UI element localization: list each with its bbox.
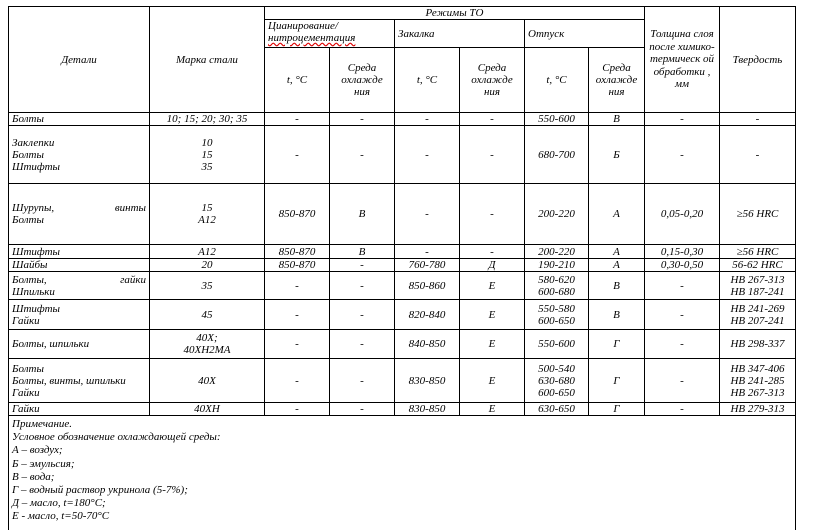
- notes-row: [9, 416, 796, 530]
- col-header-cyan-medium: Среда охлажде ния: [330, 48, 395, 113]
- note-medium-b: Б – эмульсия;: [12, 457, 75, 470]
- cell-quench-medium: -: [460, 245, 525, 259]
- note-legend-heading: Условное обозначение охлаждающей среды:: [12, 431, 221, 444]
- cell-cyan-medium: -: [330, 330, 395, 359]
- parts-word-1: Болты,: [12, 273, 47, 286]
- cell-temper-medium: Г: [589, 359, 645, 403]
- table-row: [9, 300, 796, 330]
- table-row: [9, 272, 796, 300]
- parts-word-2: гайки: [120, 273, 146, 286]
- cell-cyan-temp: -: [265, 126, 330, 184]
- cell-temper-temp: 200-220: [525, 245, 589, 259]
- cell-hardness: НВ 298-337: [720, 330, 796, 359]
- cell-quench-temp: 840-850: [395, 330, 460, 359]
- parts-line-2: Шпильки: [12, 285, 55, 298]
- col-header-details: Детали: [9, 7, 150, 113]
- cell-cyan-temp: 850-870: [265, 184, 330, 245]
- cell-temper-medium: А: [589, 245, 645, 259]
- cell-thickness: 0,05-0,20: [645, 184, 720, 245]
- cell-thickness: -: [645, 126, 720, 184]
- cell-cyan-temp: -: [265, 113, 330, 126]
- cell-parts: Болты Болты, винты, шпильки Гайки: [9, 359, 150, 403]
- cell-temper-medium: Г: [589, 330, 645, 359]
- cell-temper-medium: А: [589, 184, 645, 245]
- table-row: [9, 113, 796, 126]
- cell-parts: Болты: [9, 113, 150, 126]
- cell-grade: 40Х: [150, 359, 265, 403]
- cell-temper-temp: 550-600: [525, 330, 589, 359]
- cell-quench-temp: 820-840: [395, 300, 460, 330]
- note-medium-e: Е - масло, t=50-70°С: [12, 510, 110, 523]
- cell-grade: 35: [150, 272, 265, 300]
- cell-cyan-medium: -: [330, 272, 395, 300]
- cell-cyan-temp: -: [265, 272, 330, 300]
- cell-hardness: -: [720, 113, 796, 126]
- cell-quench-medium: -: [460, 113, 525, 126]
- cell-cyan-medium: -: [330, 359, 395, 403]
- cell-quench-medium: Е: [460, 359, 525, 403]
- notes-cell: [9, 416, 796, 530]
- cell-grade: 10; 15; 20; 30; 35: [150, 113, 265, 126]
- note-medium-d: Д – масло, t=180°С;: [12, 497, 106, 510]
- cell-parts: Штифты: [9, 245, 150, 259]
- note-medium-v: В – вода;: [12, 470, 55, 483]
- cell-parts: Гайки: [9, 403, 150, 416]
- heat-treatment-table: [8, 6, 796, 530]
- cell-hardness: -: [720, 126, 796, 184]
- cell-parts: Заклепки Болты Штифты: [9, 126, 150, 184]
- col-header-cyanation: [265, 20, 395, 48]
- cell-quench-temp: -: [395, 126, 460, 184]
- cell-cyan-temp: -: [265, 300, 330, 330]
- parts-line-2: Болты: [12, 214, 44, 226]
- cell-cyan-temp: -: [265, 359, 330, 403]
- table-row: [9, 184, 796, 245]
- cell-grade: 45: [150, 300, 265, 330]
- cell-thickness: 0,15-0,30: [645, 245, 720, 259]
- cell-quench-temp: 760-780: [395, 259, 460, 272]
- col-header-cyan-temp: t, °С: [265, 48, 330, 113]
- cell-grade: 10 15 35: [150, 126, 265, 184]
- cell-thickness: -: [645, 330, 720, 359]
- cell-cyan-medium: -: [330, 300, 395, 330]
- cell-temper-temp: 580-620 600-680: [525, 272, 589, 300]
- cell-quench-temp: -: [395, 245, 460, 259]
- cell-quench-temp: 830-850: [395, 403, 460, 416]
- cell-thickness: -: [645, 113, 720, 126]
- cell-thickness: 0,30-0,50: [645, 259, 720, 272]
- cell-parts: [9, 272, 150, 300]
- cell-temper-temp: 550-600: [525, 113, 589, 126]
- cell-grade: 15 А12: [150, 184, 265, 245]
- cell-quench-medium: Д: [460, 259, 525, 272]
- parts-word-1: Шурупы,: [12, 202, 55, 214]
- note-medium-g: Г – водный раствор укринола (5-7%);: [12, 484, 188, 497]
- col-header-steel-grade: Марка стали: [150, 7, 265, 113]
- cell-cyan-temp: 850-870: [265, 245, 330, 259]
- cell-hardness: ≥56 HRC: [720, 245, 796, 259]
- cell-cyan-temp: 850-870: [265, 259, 330, 272]
- table-row: [9, 259, 796, 272]
- col-header-quench: Закалка: [395, 20, 525, 48]
- table-row: [9, 403, 796, 416]
- parts-word-2: винты: [114, 202, 146, 214]
- cell-parts: Болты, шпильки: [9, 330, 150, 359]
- cell-cyan-temp: -: [265, 403, 330, 416]
- cell-temper-medium: Б: [589, 126, 645, 184]
- cell-thickness: -: [645, 403, 720, 416]
- cell-cyan-medium: -: [330, 403, 395, 416]
- table-row: [9, 245, 796, 259]
- cell-cyan-temp: -: [265, 330, 330, 359]
- cell-temper-medium: В: [589, 300, 645, 330]
- cell-grade: 40Х; 40ХН2МА: [150, 330, 265, 359]
- cell-temper-temp: 200-220: [525, 184, 589, 245]
- cell-quench-medium: -: [460, 126, 525, 184]
- cell-hardness: НВ 347-406 НВ 241-285 НВ 267-313: [720, 359, 796, 403]
- cell-quench-temp: 850-860: [395, 272, 460, 300]
- cell-cyan-medium: -: [330, 259, 395, 272]
- cell-quench-medium: Е: [460, 330, 525, 359]
- cell-parts: Штифты Гайки: [9, 300, 150, 330]
- col-header-quench-medium: Среда охлажде ния: [460, 48, 525, 113]
- cell-hardness: ≥56 HRC: [720, 184, 796, 245]
- cell-quench-temp: -: [395, 113, 460, 126]
- note-medium-a: А – воздух;: [12, 444, 63, 457]
- table-row: [9, 126, 796, 184]
- cyanation-line1: Цианирование/: [268, 20, 338, 32]
- cell-cyan-medium: -: [330, 126, 395, 184]
- col-header-temper: Отпуск: [525, 20, 645, 48]
- cell-quench-medium: -: [460, 184, 525, 245]
- cell-quench-medium: Е: [460, 300, 525, 330]
- cell-quench-temp: 830-850: [395, 359, 460, 403]
- cell-temper-medium: В: [589, 272, 645, 300]
- col-header-modes: Режимы ТО: [265, 7, 645, 20]
- cell-cyan-medium: В: [330, 184, 395, 245]
- col-header-hardness: Твердость: [720, 7, 796, 113]
- cell-temper-medium: В: [589, 113, 645, 126]
- cyanation-line2: нитроцементация: [268, 32, 356, 44]
- cell-hardness: НВ 241-269 НВ 207-241: [720, 300, 796, 330]
- cell-thickness: -: [645, 272, 720, 300]
- note-title: Примечание.: [12, 418, 73, 430]
- cell-cyan-medium: В: [330, 245, 395, 259]
- table-row: [9, 330, 796, 359]
- cell-temper-temp: 190-210: [525, 259, 589, 272]
- cell-quench-medium: Е: [460, 403, 525, 416]
- cell-cyan-medium: -: [330, 113, 395, 126]
- cell-thickness: -: [645, 300, 720, 330]
- table-row: [9, 359, 796, 403]
- cell-hardness: 56-62 HRC: [720, 259, 796, 272]
- cell-parts: [9, 184, 150, 245]
- cell-temper-medium: А: [589, 259, 645, 272]
- cell-grade: 20: [150, 259, 265, 272]
- col-header-layer-thickness: Толщина слоя после химико- термическ ой обработки , мм: [645, 7, 720, 113]
- cell-thickness: -: [645, 359, 720, 403]
- cell-grade: 40ХН: [150, 403, 265, 416]
- cell-hardness: НВ 279-313: [720, 403, 796, 416]
- col-header-temper-medium: Среда охлажде ния: [589, 48, 645, 113]
- cell-temper-temp: 500-540 630-680 600-650: [525, 359, 589, 403]
- cell-grade: А12: [150, 245, 265, 259]
- col-header-temper-temp: t, °С: [525, 48, 589, 113]
- cell-quench-medium: Е: [460, 272, 525, 300]
- cell-quench-temp: -: [395, 184, 460, 245]
- cell-parts: Шайбы: [9, 259, 150, 272]
- cell-temper-medium: Г: [589, 403, 645, 416]
- col-header-quench-temp: t, °С: [395, 48, 460, 113]
- cell-temper-temp: 680-700: [525, 126, 589, 184]
- cell-temper-temp: 550-580 600-650: [525, 300, 589, 330]
- cell-hardness: НВ 267-313 НВ 187-241: [720, 272, 796, 300]
- cell-temper-temp: 630-650: [525, 403, 589, 416]
